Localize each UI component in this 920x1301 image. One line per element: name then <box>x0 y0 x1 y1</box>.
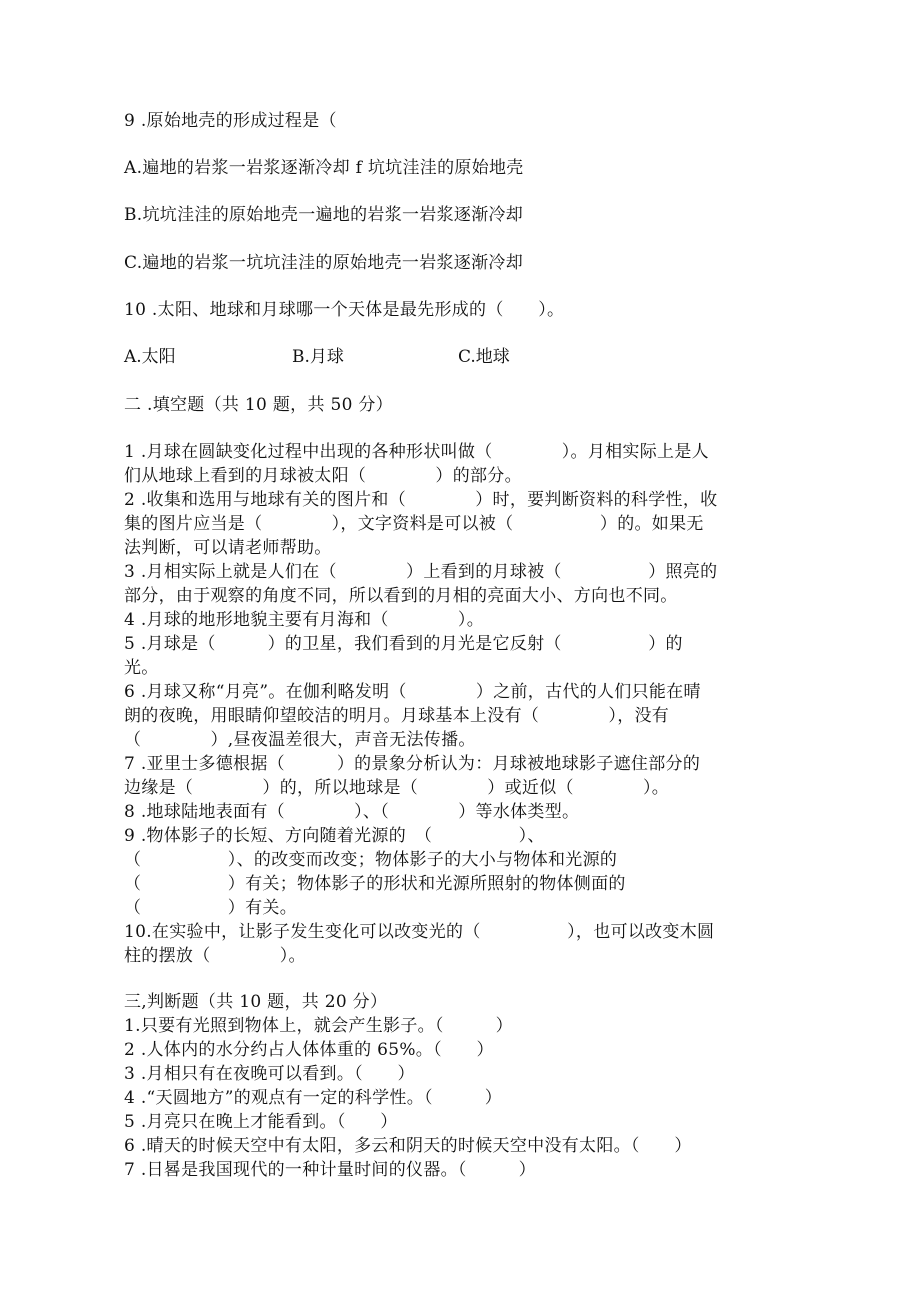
fill-line: 9 .物体影子的长短、方向随着光源的 （ ）、 <box>124 826 545 846</box>
fill-line: 柱的摆放（ ）。 <box>124 946 306 966</box>
fill-line: 法判断，可以请老师帮助。 <box>124 538 332 558</box>
judge-line: 3 .月相只有在夜晚可以看到。（ ） <box>124 1064 415 1084</box>
fill-line: 7 .亚里士多德根据（ ）的景象分析认为：月球被地球影子遮住部分的 <box>124 754 701 774</box>
q9-stem: 9 .原始地壳的形成过程是（ <box>124 111 337 131</box>
fill-line: 集的图片应当是（ ），文字资料是可以被（ ）的。如果无 <box>124 514 704 534</box>
fill-line: 朗的夜晚，用眼睛仰望皎洁的明月。月球基本上没有（ ），没有 <box>124 706 670 726</box>
fill-line: 边缘是（ ）的，所以地球是（ ）或近似（ ）。 <box>124 778 670 798</box>
fill-line: 部分，由于观察的角度不同，所以看到的月相的亮面大小、方向也不同。 <box>124 586 678 606</box>
fill-line: 光。 <box>124 658 159 678</box>
fill-line: 8 .地球陆地表面有（ ）、（ ）等水体类型。 <box>124 802 580 822</box>
fill-line: （ ）有关。 <box>124 898 297 918</box>
q9-option-a: A.遍地的岩浆一岩浆逐渐冷却 f 坑坑洼洼的原始地壳 <box>124 158 524 178</box>
fill-line: 4 .月球的地形地貌主要有月海和（ ）。 <box>124 610 485 630</box>
judge-line: 4 .“天圆地方”的观点有一定的科学性。（ ） <box>124 1088 503 1108</box>
fill-line: （ ）、的改变而改变；物体影子的大小与物体和光源的 <box>124 850 618 870</box>
fill-line: 1 .月球在圆缺变化过程中出现的各种形状叫做（ ）。月相实际上是人 <box>124 442 709 462</box>
judge-line: 5 .月亮只在晚上才能看到。（ ） <box>124 1112 398 1132</box>
q10-stem: 10 .太阳、地球和月球哪一个天体是最先形成的（ ）。 <box>124 300 565 320</box>
fill-line: （ ）,昼夜温差很大，声音无法传播。 <box>124 730 476 750</box>
section3-heading: 三,判断题（共 10 题，共 20 分） <box>124 992 388 1012</box>
q10-option-a: A.太阳 <box>124 347 176 367</box>
fill-line: 们从地球上看到的月球被太阳（ ）的部分。 <box>124 466 522 486</box>
fill-line: 10.在实验中，让影子发生变化可以改变光的（ ），也可以改变木圆 <box>124 922 715 942</box>
fill-line: 6 .月球又称“月亮”。在伽利略发明（ ）之前，古代的人们只能在晴 <box>124 682 701 702</box>
section2-heading: 二 .填空题（共 10 题，共 50 分） <box>124 395 393 415</box>
fill-line: 5 .月球是（ ）的卫星，我们看到的月光是它反射（ ）的 <box>124 634 683 654</box>
fill-line: 3 .月相实际上就是人们在（ ）上看到的月球被（ ）照亮的 <box>124 562 718 582</box>
q10-option-b: B.月球 <box>292 347 344 367</box>
q10-option-c: C.地球 <box>458 347 510 367</box>
judge-line: 7 .日晷是我国现代的一种计量时间的仪器。（ ） <box>124 1160 536 1180</box>
judge-line: 1.只要有光照到物体上，就会产生影子。（ ） <box>124 1016 513 1036</box>
fill-line: （ ）有关；物体影子的形状和光源所照射的物体侧面的 <box>124 874 626 894</box>
q9-option-b: B.坑坑洼洼的原始地壳一遍地的岩浆一岩浆逐渐冷却 <box>124 205 524 225</box>
judge-line: 2 .人体内的水分约占人体体重的 65%。（ ） <box>124 1040 494 1060</box>
q9-option-c: C.遍地的岩浆一坑坑洼洼的原始地壳一岩浆逐渐冷却 <box>124 253 524 273</box>
judge-line: 6 .晴天的时候天空中有太阳，多云和阴天的时候天空中没有太阳。（ ） <box>124 1136 692 1156</box>
fill-line: 2 .收集和选用与地球有关的图片和（ ）时，要判断资料的科学性，收 <box>124 490 718 510</box>
